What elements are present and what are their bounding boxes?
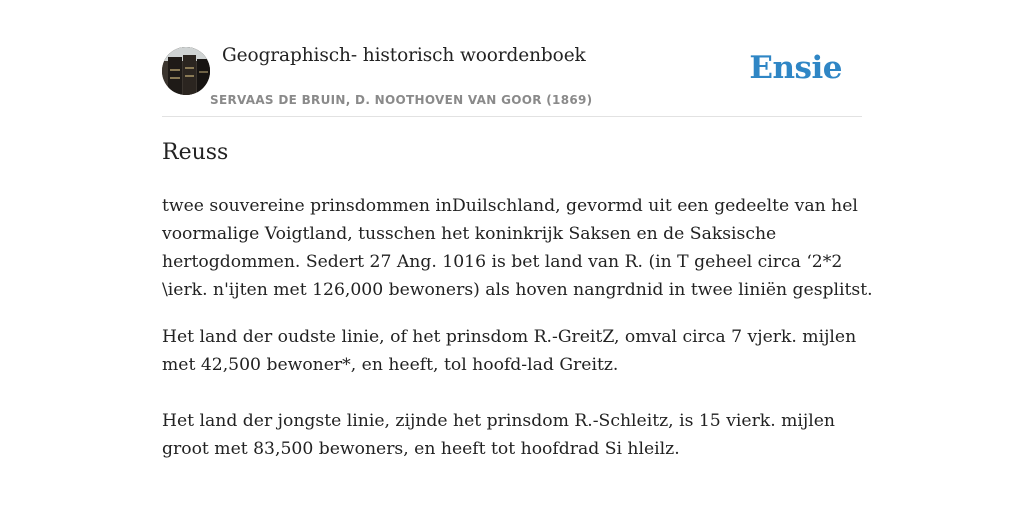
book-cover-icon[interactable] — [162, 47, 210, 95]
book-header — [162, 40, 862, 117]
book-title[interactable]: Geographisch- historisch woordenboek — [222, 45, 586, 66]
book-author: SERVAAS DE BRUIN, D. NOOTHOVEN VAN GOOR (1869) — [210, 93, 593, 107]
brand-logo[interactable]: Ensie — [749, 50, 842, 86]
entry-title: Reuss — [162, 140, 229, 165]
entry-paragraph: Het land der jongste linie, zijnde het prinsdom R.-Schleitz, is 15 vierk. mijlen groot met 83,500 bewoners, en heeft tot hoofdrad Si hleilz. — [162, 411, 835, 459]
entry-paragraph: twee souvereine prinsdommen inDuilschland, gevormd uit een gedeelte van hel voormalige Voigtland, tusschen het koninkrijk Saksen en de Saksische hertogdommen. Sedert 27 Ang. 1016 is bet land van R. (in T geheel circa ‘2*2 \ierk. n'ijten met 126,000 bewoners) als hoven nangrdnid in twee liniën gesplitst. — [162, 196, 873, 300]
entry-paragraph: Het land der oudste linie, of het prinsdom R.-GreitZ, omval circa 7 vjerk. mijlen met 42,500 bewoner*, en heeft, tol hoofd-lad Greitz. — [162, 327, 857, 375]
